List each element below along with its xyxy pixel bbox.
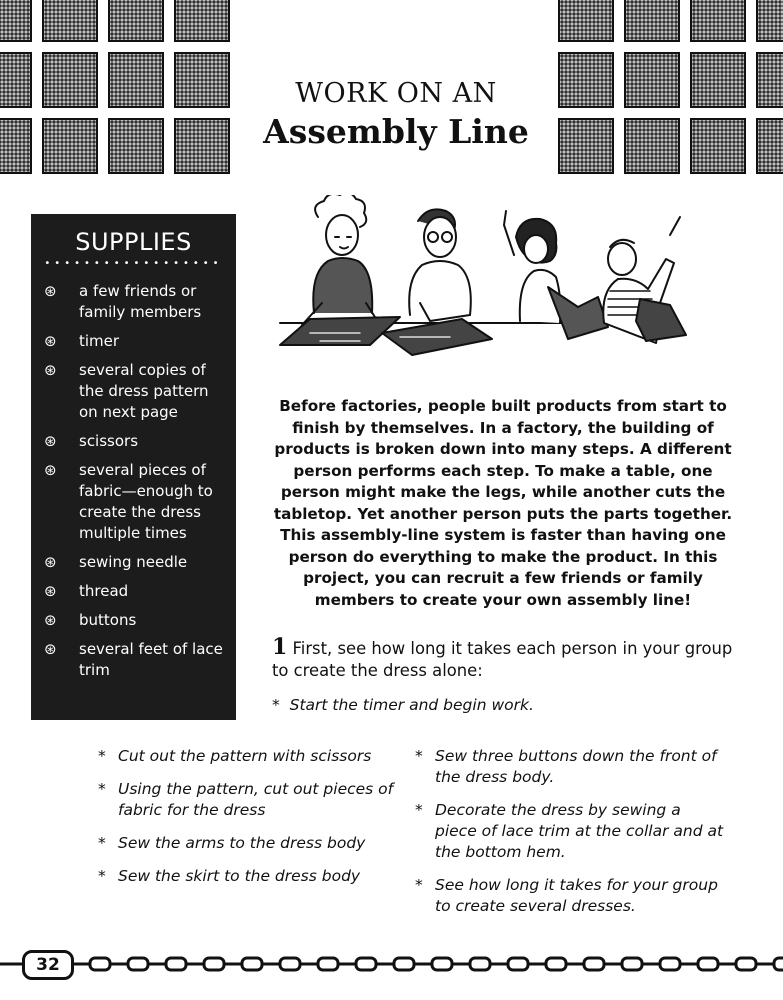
step-1-first-item: * Start the timer and begin work. bbox=[272, 696, 534, 714]
flower-bullet-icon: ⊛ bbox=[44, 611, 57, 629]
flower-bullet-icon: ⊛ bbox=[44, 332, 57, 350]
intro-paragraph: Before factories, people built products from start to finish by themselves. In a factory, the building of products is broken down into many steps. A different person performs each step. To make a table, one person might make the legs, while another cuts the tabletop. Yet another person puts the parts together. This assembly-line system is faster than having one person do everything to make the product. In this project, you can recruit a few friends or family members to create your own assembly line! bbox=[273, 397, 733, 609]
list-item: * Sew the skirt to the dress body bbox=[98, 867, 361, 885]
flower-bullet-icon: ⊛ bbox=[44, 282, 57, 300]
page-title bbox=[240, 78, 552, 154]
chain-footer-decoration bbox=[0, 944, 783, 984]
list-item: * Cut out the pattern with scissors bbox=[98, 747, 372, 765]
dotted-divider: •••••••••••••••••• bbox=[44, 258, 223, 269]
list-item: * See how long it takes for your group to create several dresses. bbox=[415, 876, 718, 915]
flower-bullet-icon: ⊛ bbox=[44, 553, 57, 571]
list-item: ⊛ a few friends or family members bbox=[44, 282, 202, 321]
star-bullet-icon: * bbox=[98, 867, 106, 885]
star-bullet-icon: * bbox=[415, 876, 423, 894]
supplies-list bbox=[31, 281, 236, 681]
tile-banner-right bbox=[558, 0, 783, 174]
star-bullet-icon: * bbox=[415, 747, 423, 765]
assembly-line-illustration bbox=[270, 195, 720, 370]
step-1 bbox=[272, 636, 742, 682]
star-bullet-icon: * bbox=[415, 801, 423, 819]
title-line-2: Assembly Line bbox=[263, 112, 529, 151]
star-bullet-icon: * bbox=[98, 780, 106, 798]
page-number: 32 bbox=[22, 950, 74, 980]
list-item: * Sew three buttons down the front of the dress body. bbox=[415, 747, 717, 786]
list-item: ⊛ several pieces of fabric—enough to create the dress multiple times bbox=[44, 461, 213, 542]
tile-banner-left bbox=[0, 0, 230, 174]
star-bullet-icon: * bbox=[98, 834, 106, 852]
supplies-panel bbox=[31, 214, 236, 720]
list-item: * Sew the arms to the dress body bbox=[98, 834, 366, 852]
step-1-text: First, see how long it takes each person in your group to create the dress alone: bbox=[272, 639, 733, 680]
flower-bullet-icon: ⊛ bbox=[44, 461, 57, 479]
flower-bullet-icon: ⊛ bbox=[44, 640, 57, 658]
list-item: * Using the pattern, cut out pieces of fabric for the dress bbox=[98, 780, 394, 819]
list-item: ⊛ several copies of the dress pattern on next page bbox=[44, 361, 209, 421]
title-line-1: WORK ON AN bbox=[295, 78, 497, 109]
list-item: ⊛ scissors bbox=[44, 432, 139, 450]
list-item: ⊛ buttons bbox=[44, 611, 137, 629]
substeps-left-column bbox=[98, 746, 398, 899]
list-item: ⊛ thread bbox=[44, 582, 129, 600]
flower-bullet-icon: ⊛ bbox=[44, 582, 57, 600]
list-item: ⊛ sewing needle bbox=[44, 553, 188, 571]
star-bullet-icon: * bbox=[98, 747, 106, 765]
star-bullet-icon: * bbox=[272, 696, 280, 714]
step-number: 1 bbox=[272, 634, 288, 660]
flower-bullet-icon: ⊛ bbox=[44, 432, 57, 450]
list-item: ⊛ timer bbox=[44, 332, 120, 350]
list-item: * Decorate the dress by sewing a piece of lace trim at the collar and at the bottom hem. bbox=[415, 801, 724, 861]
list-item: ⊛ several feet of lace trim bbox=[44, 640, 223, 679]
flower-bullet-icon: ⊛ bbox=[44, 361, 57, 379]
substeps-right-column bbox=[415, 746, 725, 929]
supplies-heading: SUPPLIES bbox=[75, 228, 192, 256]
